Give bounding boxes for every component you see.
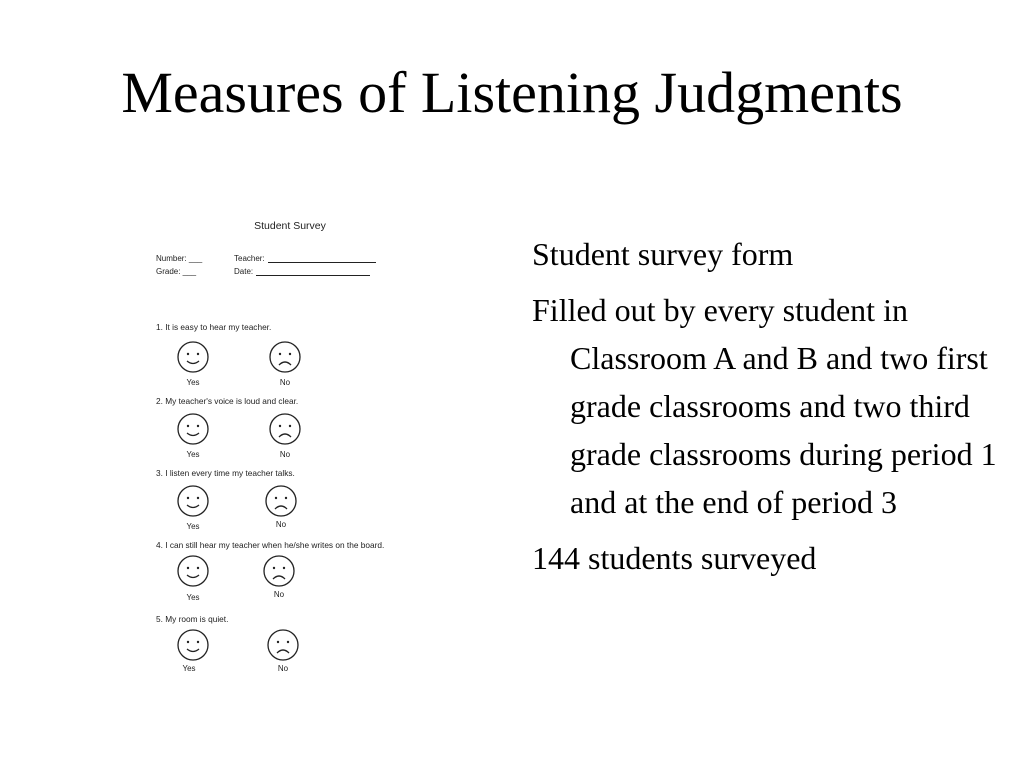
smiley-face-icon [176,628,210,662]
no-label: No [273,590,285,599]
frowning-face-icon [266,628,300,662]
slide-title: Measures of Listening Judgments [121,60,903,125]
yes-label: Yes [186,593,200,602]
survey-question-2: 2. My teacher's voice is loud and clear. [156,396,299,406]
frowning-face-icon [268,340,302,374]
survey-question-5: 5. My room is quiet. [156,614,229,624]
student-survey-image [150,212,450,682]
frowning-face-icon [268,412,302,446]
bullet-item: Student survey form [532,236,794,272]
survey-question-3: 3. I listen every time my teacher talks. [156,468,295,478]
smiley-face-icon [176,554,210,588]
yes-label: Yes [186,522,200,531]
bullet-list [532,230,1002,590]
no-label: No [279,378,291,387]
frowning-face-icon [262,554,296,588]
smiley-face-icon [176,412,210,446]
smiley-face-icon [176,340,210,374]
survey-question-1: 1. It is easy to hear my teacher. [156,322,272,332]
no-label: No [275,520,287,529]
no-label: No [279,450,291,459]
survey-question-4: 4. I can still hear my teacher when he/she writes on the board. [156,540,385,550]
number-field: Number: ___ [156,254,203,263]
yes-label: Yes [186,450,200,459]
bullet-item: Filled out by every student in Classroom A and B and two first grade classrooms and two third grade classrooms during period 1 and at the end of period 3 [532,292,997,520]
smiley-face-icon [176,484,210,518]
survey-title: Student Survey [254,220,326,232]
bullet-item: 144 students surveyed [532,540,817,576]
no-label: No [277,664,289,673]
date-field: Date: [234,267,370,276]
yes-label: Yes [182,664,196,673]
teacher-field: Teacher: [234,254,376,263]
yes-label: Yes [186,378,200,387]
grade-field: Grade: ___ [156,267,197,276]
frowning-face-icon [264,484,298,518]
